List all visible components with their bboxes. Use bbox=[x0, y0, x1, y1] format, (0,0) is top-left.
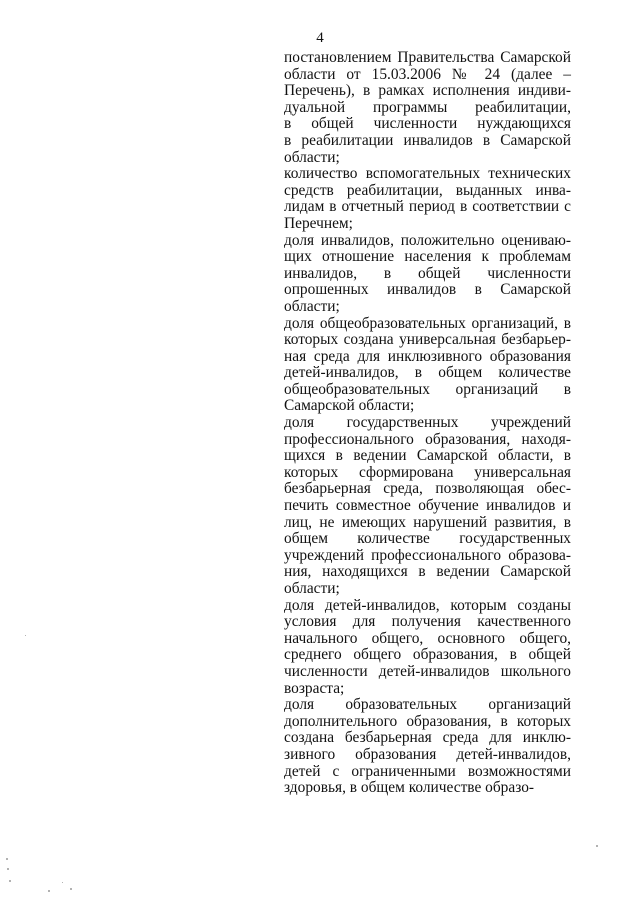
text-line: которых сформирована универсальная bbox=[284, 463, 571, 481]
text-line: среднего общего образования, в общей bbox=[284, 646, 571, 664]
text-line: области; bbox=[284, 148, 340, 166]
text-line: ния, находящихся в ведении Самарской bbox=[284, 563, 571, 581]
text-line: в реабилитации инвалидов в Самарской bbox=[284, 131, 571, 149]
text-line: щихся в ведении Самарской области, в bbox=[284, 447, 571, 465]
text-line: лидам в отчетный период в соответствии с bbox=[284, 198, 571, 216]
paragraph bbox=[284, 233, 571, 316]
text-line: инвалидов, в общей численности bbox=[284, 264, 571, 282]
text-line: лиц, не имеющих нарушений развития, в bbox=[284, 513, 571, 531]
scan-speck bbox=[7, 868, 9, 870]
text-line: Самарской области; bbox=[284, 397, 415, 415]
text-line: постановлением Правительства Самарской bbox=[284, 49, 571, 66]
text-line: возраста; bbox=[284, 679, 345, 697]
page-number: 4 bbox=[316, 30, 324, 46]
text-line: общем количестве государственных bbox=[284, 530, 571, 548]
text-line: которых создана универсальная безбарьер- bbox=[284, 331, 571, 349]
text-line: детей-инвалидов, в общем количестве bbox=[284, 364, 571, 382]
text-line: здоровья, в общем количестве образо- bbox=[284, 779, 535, 797]
scan-speck bbox=[6, 858, 8, 860]
text-line: доля государственных учреждений bbox=[284, 414, 571, 432]
text-line: щих отношение населения к проблемам bbox=[284, 248, 571, 266]
text-line: создана безбарьерная среда для инклю- bbox=[284, 729, 571, 747]
text-line: доля инвалидов, положительно оцениваю- bbox=[284, 231, 571, 249]
paragraph bbox=[284, 166, 571, 232]
text-line: детей с ограниченными возможностями bbox=[284, 762, 571, 780]
scan-speck bbox=[596, 845, 598, 847]
scan-speck bbox=[62, 882, 63, 883]
document-body bbox=[284, 50, 571, 797]
scan-speck bbox=[25, 635, 26, 636]
paragraph bbox=[284, 598, 571, 698]
text-line: доля образовательных организаций bbox=[284, 696, 571, 714]
text-line: численности детей-инвалидов школьного bbox=[284, 662, 571, 680]
text-line: области; bbox=[284, 580, 340, 597]
text-line: условия для получения качественного bbox=[284, 613, 571, 631]
text-line: профессионального образования, находя- bbox=[284, 430, 571, 448]
text-line: средств реабилитации, выданных инва- bbox=[284, 181, 571, 199]
paragraph bbox=[284, 697, 571, 797]
paragraph bbox=[284, 50, 571, 166]
text-line: зивного образования детей-инвалидов, bbox=[284, 745, 571, 763]
text-line: общеобразовательных организаций в bbox=[284, 380, 571, 398]
paragraph bbox=[284, 316, 571, 416]
paragraph bbox=[284, 415, 571, 598]
text-line: Перечнем; bbox=[284, 214, 353, 232]
scan-speck bbox=[9, 880, 11, 882]
text-line: доля общеобразовательных организаций, в bbox=[284, 314, 571, 332]
text-line: области; bbox=[284, 297, 340, 315]
text-line: дуальной программы реабилитации, bbox=[284, 98, 571, 116]
text-line: количество вспомогательных технических bbox=[284, 165, 571, 183]
text-line: в общей численности нуждающихся bbox=[284, 115, 571, 133]
text-line: Перечень), в рамках исполнения индиви- bbox=[284, 82, 571, 100]
text-line: безбарьерная среда, позволяющая обес- bbox=[284, 480, 571, 498]
scan-speck bbox=[48, 890, 50, 892]
text-line: области от 15.03.2006 № 24 (далее – bbox=[284, 65, 571, 83]
text-line: доля детей-инвалидов, которым созданы bbox=[284, 596, 571, 614]
text-line: печить совместное обучение инвалидов и bbox=[284, 497, 571, 515]
text-line: дополнительного образования, в которых bbox=[284, 712, 571, 730]
text-line: учреждений профессионального образова- bbox=[284, 546, 571, 564]
text-line: ная среда для инклюзивного образования bbox=[284, 347, 571, 365]
text-line: начального общего, основного общего, bbox=[284, 629, 571, 647]
scan-speck bbox=[70, 888, 72, 890]
text-line: опрошенных инвалидов в Самарской bbox=[284, 281, 571, 299]
